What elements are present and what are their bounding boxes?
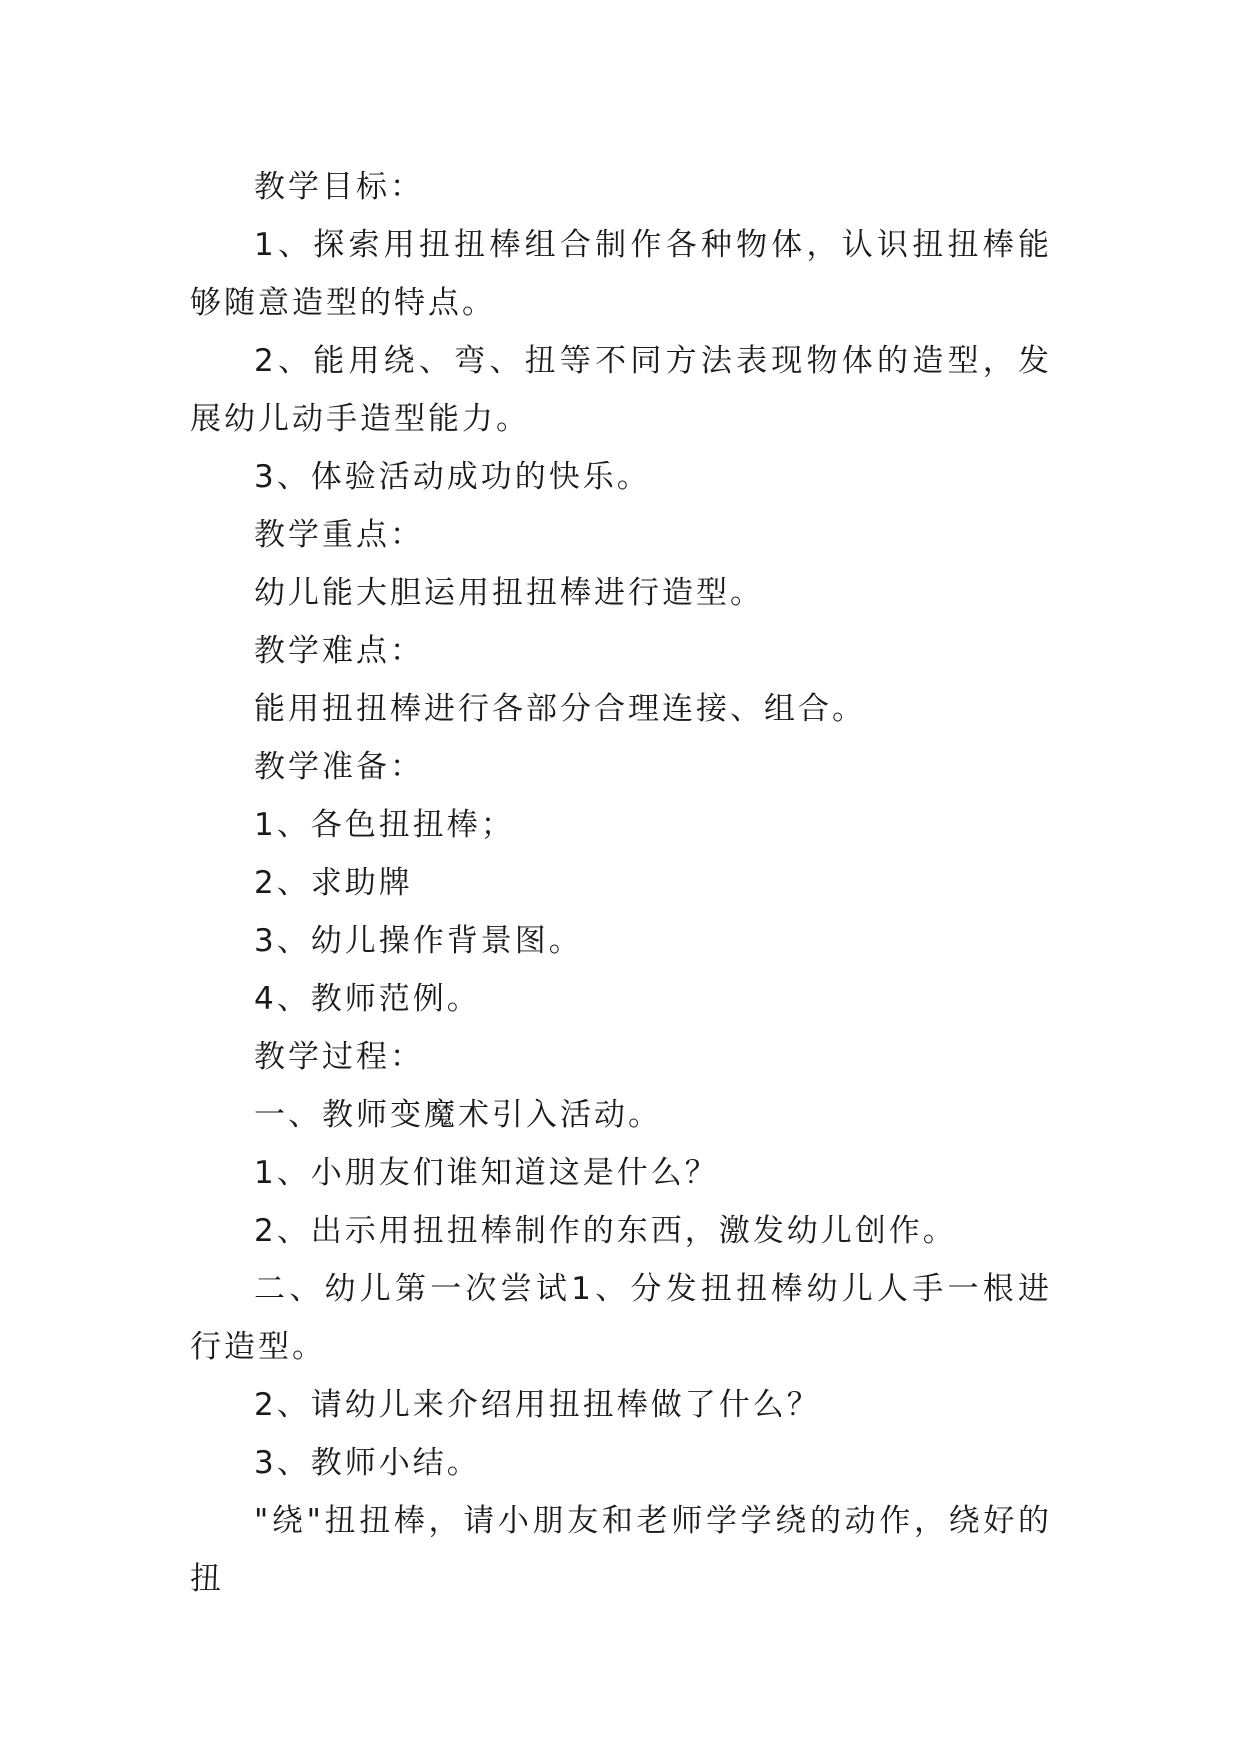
document-body (190, 158, 1052, 1608)
process-step-2-detail: "绕"扭扭棒，请小朋友和老师学学绕的动作，绕好的扭 (190, 1503, 1052, 1597)
process-step-1: 一、教师变魔术引入活动。 (254, 1097, 662, 1133)
process-step-1-item-2: 2、出示用扭扭棒制作的东西，激发幼儿创作。 (254, 1213, 957, 1249)
key-point-text: 幼儿能大胆运用扭扭棒进行造型。 (254, 575, 764, 611)
process-step-1-item-1: 1、小朋友们谁知道这是什么？ (254, 1155, 719, 1191)
section-heading-process: 教学过程： (254, 1039, 424, 1075)
section-heading-key-points: 教学重点： (254, 517, 424, 553)
difficulty-text: 能用扭扭棒进行各部分合理连接、组合。 (254, 691, 866, 727)
objective-item-2: 2、能用绕、弯、扭等不同方法表现物体的造型，发展幼儿动手造型能力。 (190, 343, 1052, 437)
objective-item-1: 1、探索用扭扭棒组合制作各种物体，认识扭扭棒能够随意造型的特点。 (190, 227, 1052, 321)
process-step-2-item-2: 2、请幼儿来介绍用扭扭棒做了什么？ (254, 1387, 821, 1423)
process-step-2: 二、幼儿第一次尝试1、分发扭扭棒幼儿人手一根进行造型。 (190, 1271, 1052, 1365)
section-heading-objectives: 教学目标： (254, 169, 424, 205)
preparation-item-3: 3、幼儿操作背景图。 (254, 923, 583, 959)
preparation-item-2: 2、求助牌 (254, 865, 413, 901)
preparation-item-4: 4、教师范例。 (254, 981, 481, 1017)
section-heading-difficulties: 教学难点： (254, 633, 424, 669)
section-heading-preparation: 教学准备： (254, 749, 424, 785)
preparation-item-1: 1、各色扭扭棒； (254, 807, 515, 843)
objective-item-3: 3、体验活动成功的快乐。 (254, 459, 651, 495)
process-step-2-item-3: 3、教师小结。 (254, 1445, 481, 1481)
